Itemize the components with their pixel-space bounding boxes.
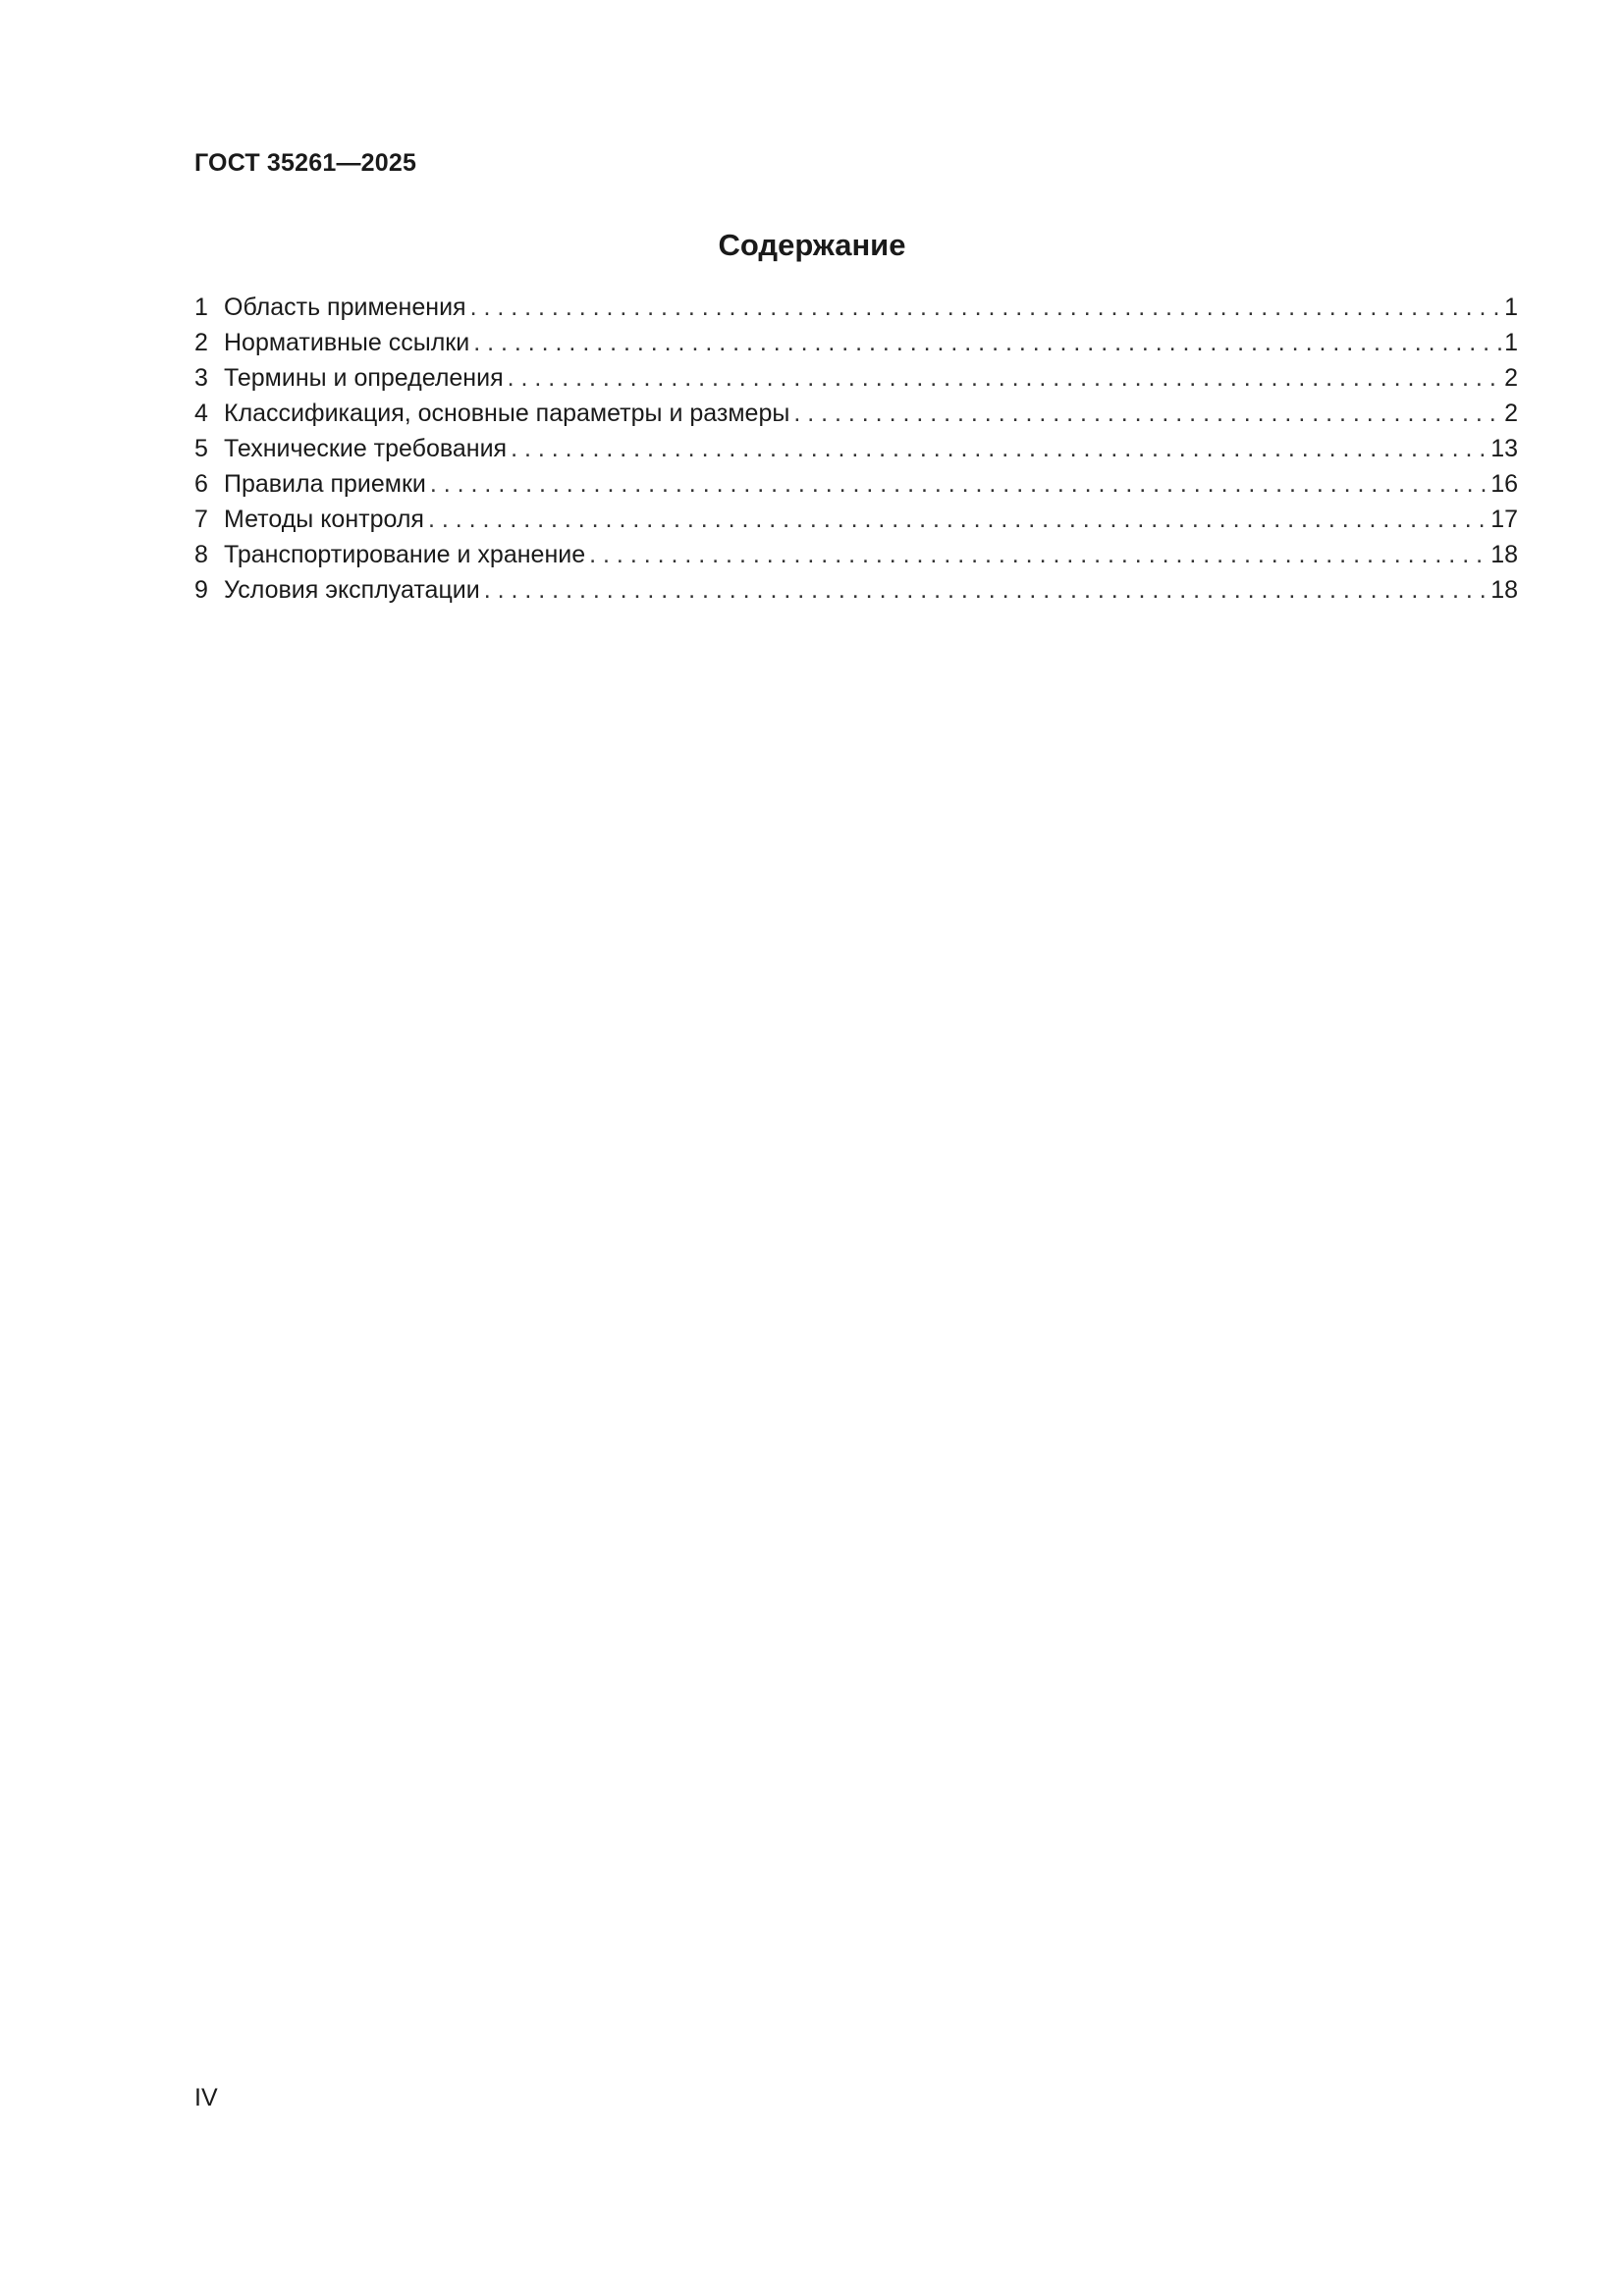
toc-entry-number: 1: [194, 294, 208, 321]
toc-title: Содержание: [718, 228, 906, 262]
toc-entry-label: Транспортирование и хранение: [224, 541, 586, 568]
toc-entry-number: 6: [194, 470, 208, 498]
toc-entry-label: Технические требования: [224, 435, 508, 462]
toc-entry-page: 2: [1504, 400, 1518, 427]
toc-entry[interactable]: [194, 466, 1518, 502]
toc-entry-label: Область применения: [224, 294, 466, 321]
toc-entry-label: Нормативные ссылки: [224, 329, 470, 356]
toc-entry-number: 8: [194, 541, 208, 568]
toc-entry-page: 2: [1504, 364, 1518, 392]
toc-entry-page: 16: [1490, 470, 1518, 498]
toc-dot-leader: [473, 325, 1502, 360]
toc-entry[interactable]: [194, 396, 1518, 431]
toc-entry-label: Условия эксплуатации: [224, 576, 480, 604]
toc-entry[interactable]: [194, 537, 1518, 572]
toc-entry-number: 9: [194, 576, 208, 604]
toc-entry-number: 4: [194, 400, 208, 427]
toc-entry-page: 13: [1490, 435, 1518, 462]
toc-entry-label: Термины и определения: [224, 364, 504, 392]
toc-entry[interactable]: [194, 290, 1518, 325]
toc-entry-page: 1: [1504, 294, 1518, 321]
toc-dot-leader: [511, 431, 1489, 466]
toc-entry[interactable]: [194, 325, 1518, 360]
toc-dot-leader: [428, 502, 1489, 537]
toc-dot-leader: [589, 537, 1489, 572]
toc-dot-leader: [793, 396, 1502, 431]
toc-entry-page: 1: [1504, 329, 1518, 356]
toc-entry[interactable]: [194, 502, 1518, 537]
toc-entry-number: 3: [194, 364, 208, 392]
toc-entry-label: Классификация, основные параметры и размеры: [224, 400, 790, 427]
table-of-contents: [194, 290, 1518, 608]
toc-entry[interactable]: [194, 360, 1518, 396]
toc-entry-label: Правила приемки: [224, 470, 426, 498]
toc-dot-leader: [508, 360, 1502, 396]
toc-entry-number: 7: [194, 506, 208, 533]
toc-entry-page: 17: [1490, 506, 1518, 533]
toc-entry-number: 5: [194, 435, 208, 462]
toc-entry-label: Методы контроля: [224, 506, 424, 533]
toc-entry-number: 2: [194, 329, 208, 356]
toc-entry[interactable]: [194, 431, 1518, 466]
toc-entry[interactable]: [194, 572, 1518, 608]
page-number: IV: [194, 2084, 218, 2111]
toc-dot-leader: [470, 290, 1503, 325]
toc-dot-leader: [484, 572, 1489, 608]
document-header: ГОСТ 35261—2025: [194, 149, 417, 177]
toc-entry-page: 18: [1490, 576, 1518, 604]
toc-dot-leader: [430, 466, 1489, 502]
toc-entry-page: 18: [1490, 541, 1518, 568]
